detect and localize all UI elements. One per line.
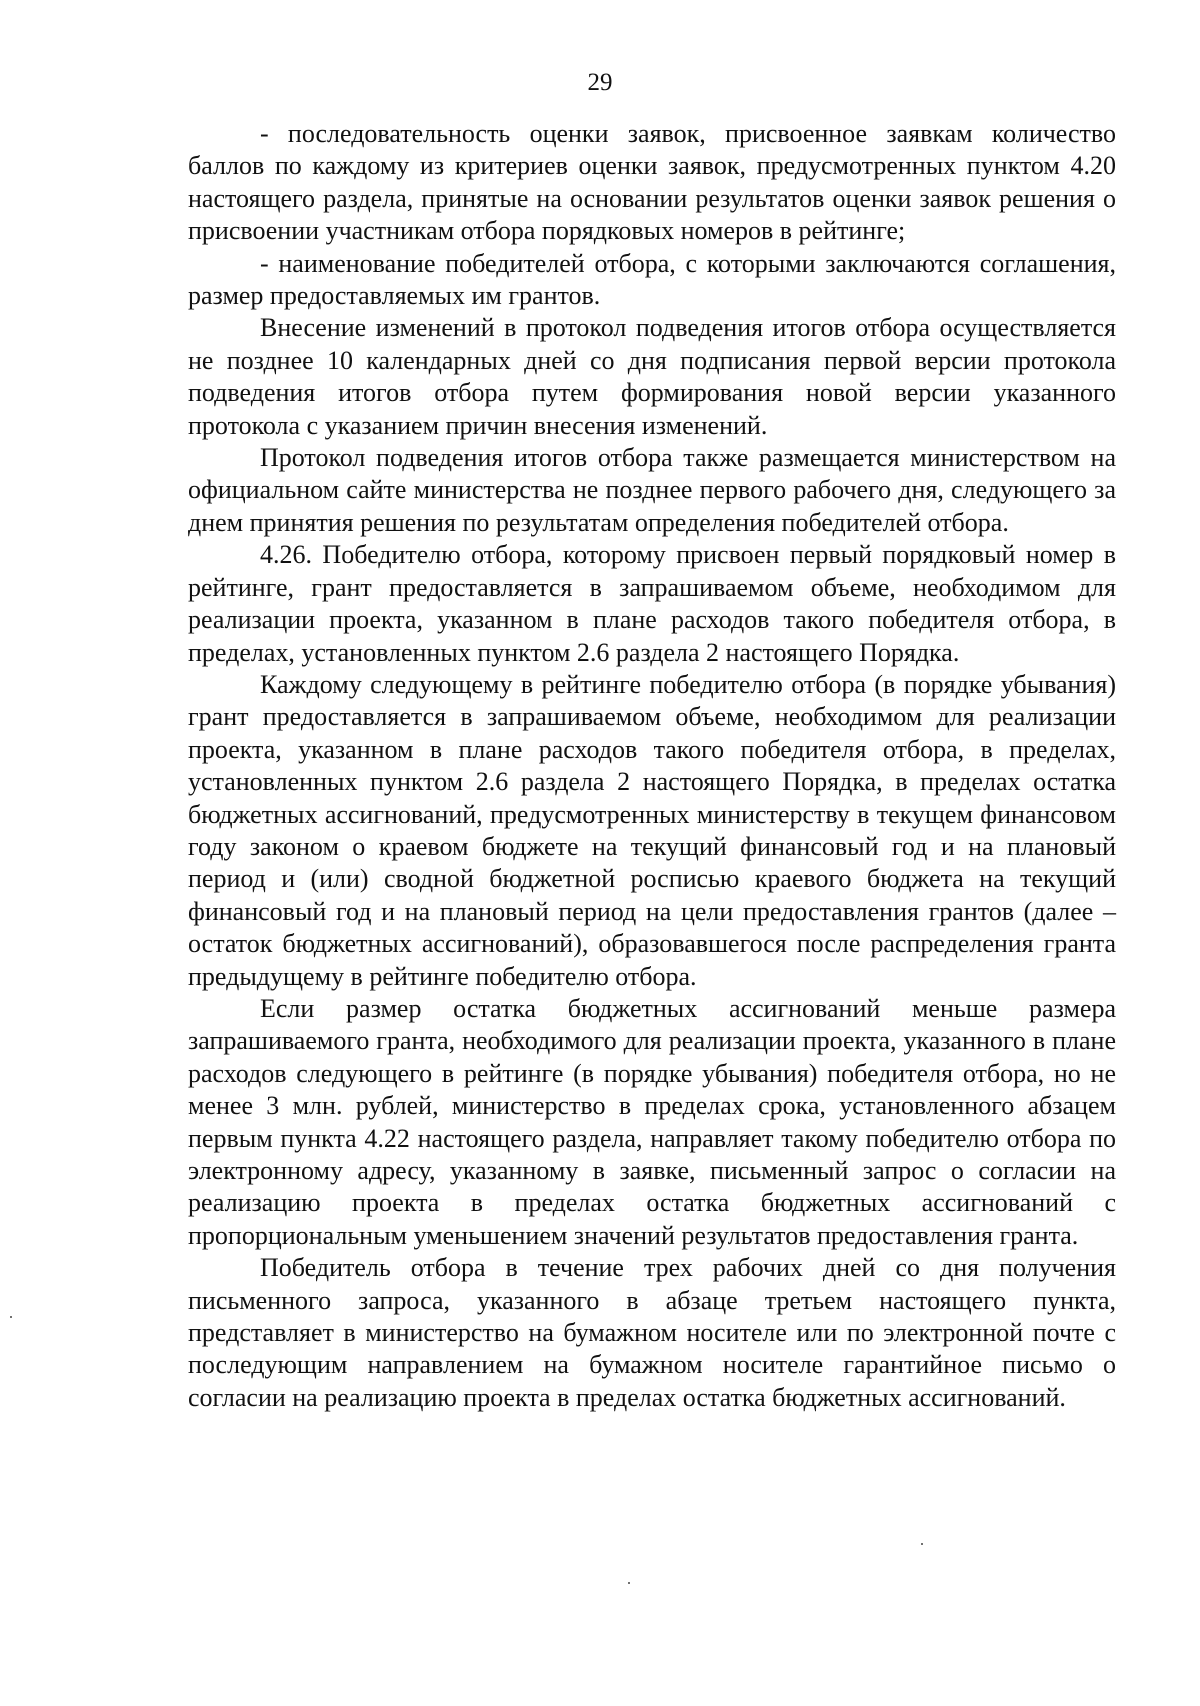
page-number: 29 xyxy=(587,69,613,96)
scan-speck xyxy=(628,1582,630,1584)
paragraph-next-winners: Каждому следующему в рейтинге победителю отбора (в порядке убывания) грант предоставляется в запрашиваемом объеме, необходимом для реализации проекта, указанном в плане расходов такого победителя отбора, в пределах, установленных пунктом 2.6 раздела 2 настоящего Порядка, в пределах остатка бюджетных ассигнований, предусмотренных министерству в текущем финансовом году законом о краевом бюджете на текущий финансовый год и на плановый период и (или) сводной бюджетной росписью краевого бюджета на текущий финансовый год и на плановый период на цели предоставления грантов (далее – остаток бюджетных ассигнований), образовавшегося после распределения гранта предыдущему в рейтинге победителю отбора. xyxy=(188,669,1116,991)
paragraph-winner-response: Победитель отбора в течение трех рабочих дней со дня получения письменного запроса, указанного в абзаце третьем настоящего пункта, представляет в министерство на бумажном носителе или по электронной почте с последующим направлением на бумажном носителе гарантийное письмо о согласии на реализацию проекта в пределах остатка бюджетных ассигнований. xyxy=(188,1253,1116,1412)
scan-speck xyxy=(10,1316,12,1318)
paragraph-insufficient-balance: Если размер остатка бюджетных ассигнований меньше размера запрашиваемого гранта, необходимого для реализации проекта, указанного в плане расходов следующего в рейтинге (в порядке убывания) победителя отбора, но не менее 3 млн. рублей, министерство в пределах срока, установленного абзацем первым пункта 4.22 настоящего раздела, направляет такому победителю отбора по электронному адресу, указанному в заявке, письменный запрос о согласии на реализацию проекта в пределах остатка бюджетных ассигнований с пропорциональным уменьшением значений результатов предоставления гранта. xyxy=(188,993,1116,1250)
paragraph-winners-names: - наименование победителей отбора, с которыми заключаются соглашения, размер предоставляемых им грантов. xyxy=(188,248,1116,311)
scan-speck xyxy=(921,1543,923,1545)
paragraph-protocol-publication: Протокол подведения итогов отбора также размещается министерством на официальном сайте министерства не позднее первого рабочего дня, следующего за днем принятия решения по результатам определения победителей отбора. xyxy=(188,443,1116,537)
document-body xyxy=(188,118,1116,1414)
paragraph-clause-4-26: 4.26. Победителю отбора, которому присвоен первый порядковый номер в рейтинге, грант предоставляется в запрашиваемом объеме, необходимом для реализации проекта, указанном в плане расходов такого победителя отбора, в пределах, установленных пунктом 2.6 раздела 2 настоящего Порядка. xyxy=(188,540,1116,667)
paragraph-protocol-changes: Внесение изменений в протокол подведения итогов отбора осуществляется не позднее 10 календарных дней со дня подписания первой версии протокола подведения итогов отбора путем формирования новой версии указанного протокола с указанием причин внесения изменений. xyxy=(188,313,1116,440)
paragraph-evaluation-sequence: - последовательность оценки заявок, присвоенное заявкам количество баллов по каждому из критериев оценки заявок, предусмотренных пунктом 4.20 настоящего раздела, принятые на основании результатов оценки заявок решения о присвоении участникам отбора порядковых номеров в рейтинге; xyxy=(188,119,1116,246)
